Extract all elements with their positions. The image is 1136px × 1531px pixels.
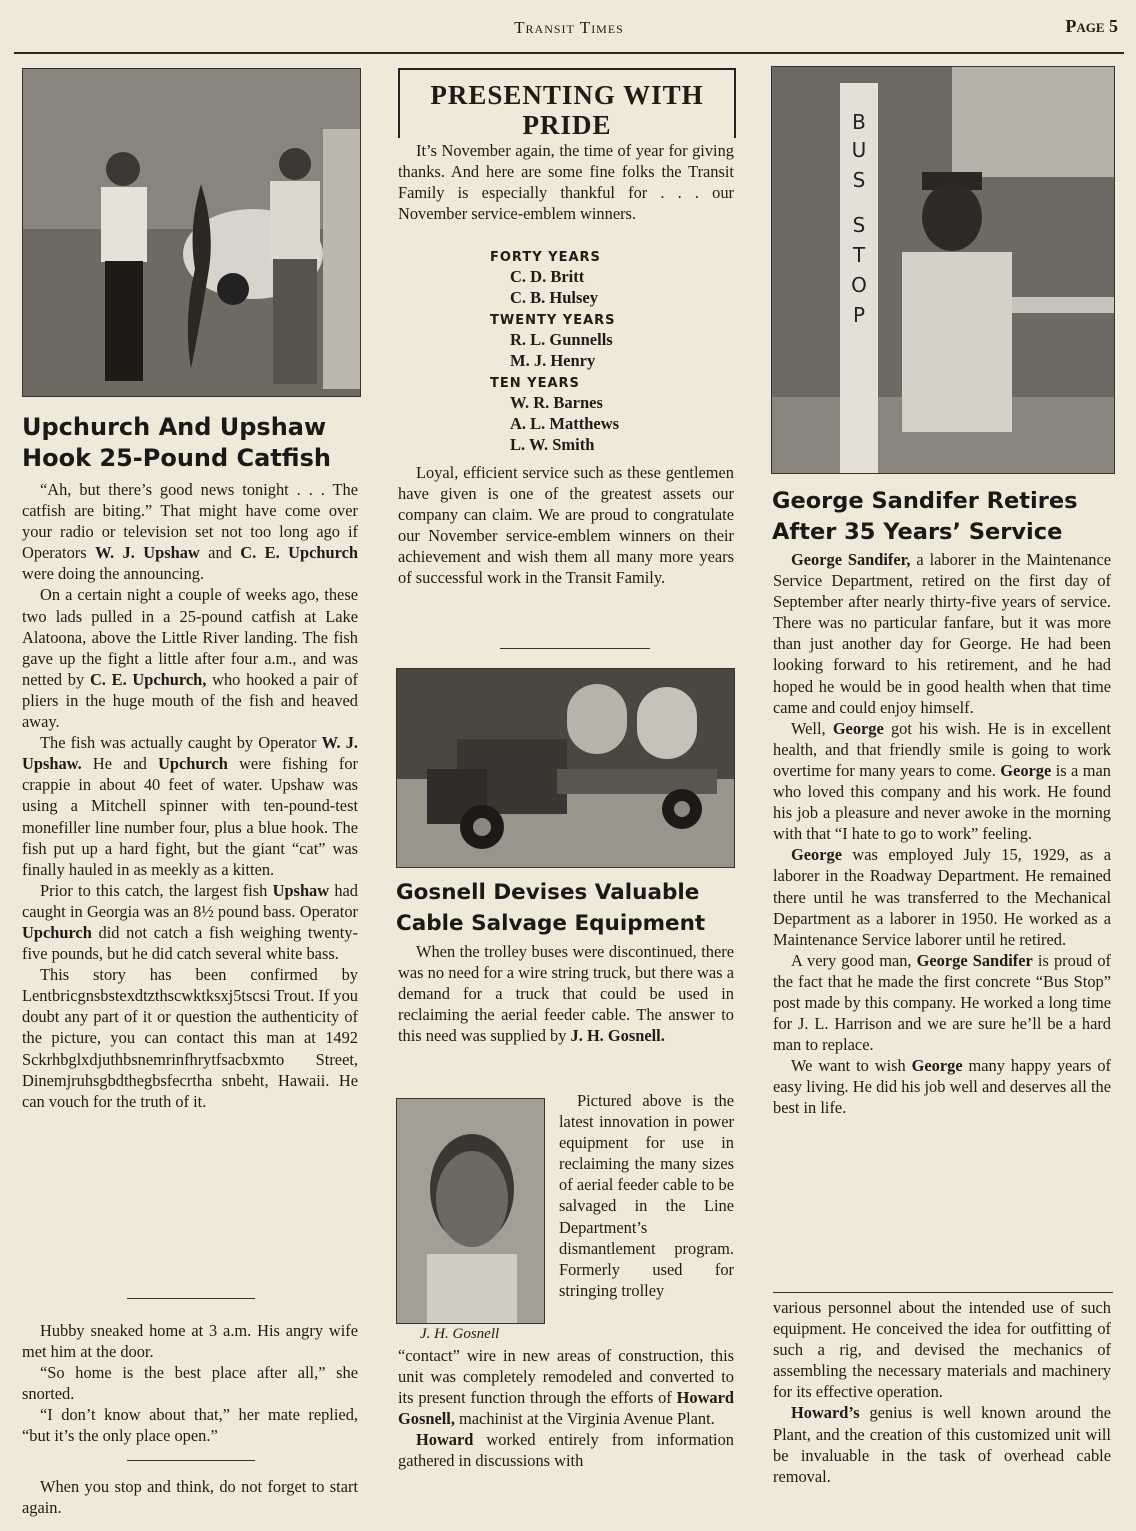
forty-years-label: FORTY YEARS [490,250,601,265]
page-header [14,14,1124,54]
paragraph: George was employed July 15, 1929, as a laborer in the Roadway Department. He remained there until he was transferred to the Mechanical Department as a laborer in 1950. He worked as a Maintenance Service laborer until he retired. [773,845,1111,949]
catfish-headline [22,412,362,474]
winner-name: M. J. Henry [510,351,596,370]
sign-letter: O [851,273,867,297]
presenting-intro [398,140,734,224]
twenty-years-label: TWENTY YEARS [490,313,616,328]
catfish-headline-line1: Upchurch And Upshaw [22,413,327,441]
paragraph: “Ah, but there’s good news tonight . . . The catfish are biting.” That might have come over your radio or television set not too long ago if Operators W. J. Upshaw and C. E. Upchurch were doing the announcing. [22,480,358,584]
publication-title: Transit Times [514,18,624,37]
catfish-photo [22,68,361,397]
winner-name: A. L. Matthews [510,414,620,433]
paragraph: This story has been confirmed by Lentbricgnsbstexdtzthscwktksxj5tscsi Trout. If you doubt any part of it or question the authenticity of the picture, you can contact this man at 1492 Sckrhbglxdjuthbsnemrinfhrytfsacbxmto Street, Dinemjruhsgbdthegbsfecrtha snbeht, Hawaii. He can vouch for the truth of it. [22,965,358,1111]
emblem-winners [490,250,740,455]
divider [127,1460,255,1461]
paragraph: George Sandifer, a laborer in the Maintenance Service Department, retired on the first day of September after nearly thirty-five years of service. There was no particular fanfare, but it was more than just another day for George. He had been looking forward to his retirement, and he had hoped he would be in good health when that time came and could enjoy himself. [773,550,1112,717]
page-number: Page 5 [1065,16,1118,36]
ten-years-label: TEN YEARS [490,376,580,391]
catfish-headline-line2: Hook 25-Pound Catfish [22,444,331,472]
winner-name: W. R. Barnes [510,393,603,412]
presenting-box [398,68,736,138]
filler-joke [22,1320,358,1447]
winner-name: C. D. Britt [510,267,585,286]
paragraph: Pictured above is the latest innovation in power equipment for use in reclaiming the many sizes of aerial feeder cable to be salvaged in the Line Department’s dismantlement program. Formerly used for stringing trolley [559,1091,734,1300]
paragraph: The fish was actually caught by Operator W. J. Upshaw. He and Upchurch were fishing for crappie in about 40 feet of water. Upshaw was using a Mitchell spinner with ten-pound-test monefiller line number four, plus a blue hook. The fish put up a hard fight, but the giant “cat” was finally hauled in as meekly as a kitten. [22,733,359,879]
sandifer-headline [772,486,1117,548]
sign-letter: S [852,168,866,192]
sandifer-headline-line2: After 35 Years’ Service [772,519,1063,545]
paragraph: A very good man, George Sandifer is proud of the fact that he made the first concrete “Bus Stop” post made by this company. He worked a long time for J. L. Harrison and we are sure he’ll be a hard man to replace. [773,950,1111,1055]
sign-letter: U [851,138,867,162]
filler-quip [22,1476,358,1518]
paragraph: Hubby sneaked home at 3 a.m. His angry wife met him at the door. [22,1321,358,1362]
paragraph: It’s November again, the time of year for giving thanks. And here are some fine folks the Transit Family is especially thankful for . . . our November service-emblem winners. [398,141,734,224]
sandifer-article-body [773,549,1111,1119]
winner-name: C. B. Hulsey [510,288,599,307]
paragraph: Howard worked entirely from information gathered in discussions with [398,1430,734,1471]
paragraph: “I don’t know about that,” her mate replied, “but it’s the only place open.” [22,1405,358,1446]
paragraph: Loyal, efficient service such as these gentlemen have given is one of the greatest assets our company can claim. We are proud to congratulate our November service-emblem winners on their achievement and wish them all many more years of successful work in the Transit Family. [398,463,734,588]
gosnell-portrait [396,1098,545,1324]
presenting-title-line2: PRIDE [522,110,612,140]
paragraph: various personnel about the intended use of such equipment. He conceived the idea for outfitting of such a rig, and devised the mechanics of assembling the necessary materials and machinery for its effective operation. [773,1298,1111,1402]
paragraph: Well, George got his wish. He is in excellent health, and that friendly smile is going to work overtime for many years to come. George is a man who loved this company and his work. He found his job a pleasure and never awoke in the morning with that “I hate to go to work” feeling. [773,718,1111,844]
catfish-article-body [22,479,358,1112]
cable-truck-photo [396,668,735,868]
paragraph: We want to wish George many happy years of easy living. He did his job well and deserves all the best in life. [773,1056,1111,1118]
gosnell-article-body-side [559,1090,734,1301]
gosnell-headline-line2: Cable Salvage Equipment [396,911,706,936]
gosnell-article-body [398,941,734,1046]
presenting-title [400,80,734,140]
sandifer-headline-line1: George Sandifer Retires [772,488,1078,514]
winner-name: R. L. Gunnells [510,330,613,349]
gosnell-article-continued [773,1297,1111,1487]
gosnell-article-body-cont [398,1345,734,1472]
paragraph: Howard’s genius is well known around the Plant, and the creation of this customized unit will be invaluable in the task of overhead cable removal. [773,1403,1111,1486]
gosnell-headline [396,877,736,939]
sign-letter: T [852,243,866,267]
presenting-closing [398,462,734,589]
divider [500,648,650,649]
sign-letter: P [852,303,866,327]
paragraph: When you stop and think, do not forget to start again. [22,1477,358,1518]
sign-letter: B [852,110,866,134]
divider [773,1292,1113,1293]
paragraph: On a certain night a couple of weeks ago, these two lads pulled in a 25-pound catfish at Lake Alatoona, above the Little River landing. The fish gave up the fight a little after four a.m., and was netted by C. E. Upchurch, who hooked a pair of pliers in the huge mouth of the fish and heaved away. [22,585,359,732]
portrait-caption: J. H. Gosnell [420,1326,500,1342]
divider [127,1298,255,1299]
gosnell-headline-line1: Gosnell Devises Valuable [396,880,700,905]
sign-letter: S [852,213,866,237]
winner-name: L. W. Smith [510,435,595,454]
paragraph: Prior to this catch, the largest fish Upshaw had caught in Georgia was an 8½ pound bass. Operator Upchurch did not catch a fish weighing twenty-five pounds, but he did catch several white bass. [22,880,359,964]
presenting-title-line1: PRESENTING WITH [430,80,704,110]
paragraph: When the trolley buses were discontinued, there was no need for a wire string truck, but there was a demand for a truck that could be used in reclaiming the aerial feeder cable. The answer to this need was supplied by J. H. Gosnell. [398,942,734,1046]
bus-stop-photo [771,66,1115,474]
paragraph: “So home is the best place after all,” she snorted. [22,1363,358,1404]
paragraph: “contact” wire in new areas of construction, this unit was completely remodeled and converted to its present function through the efforts of Howard Gosnell, machinist at the Virginia Avenue Plant. [398,1346,734,1429]
